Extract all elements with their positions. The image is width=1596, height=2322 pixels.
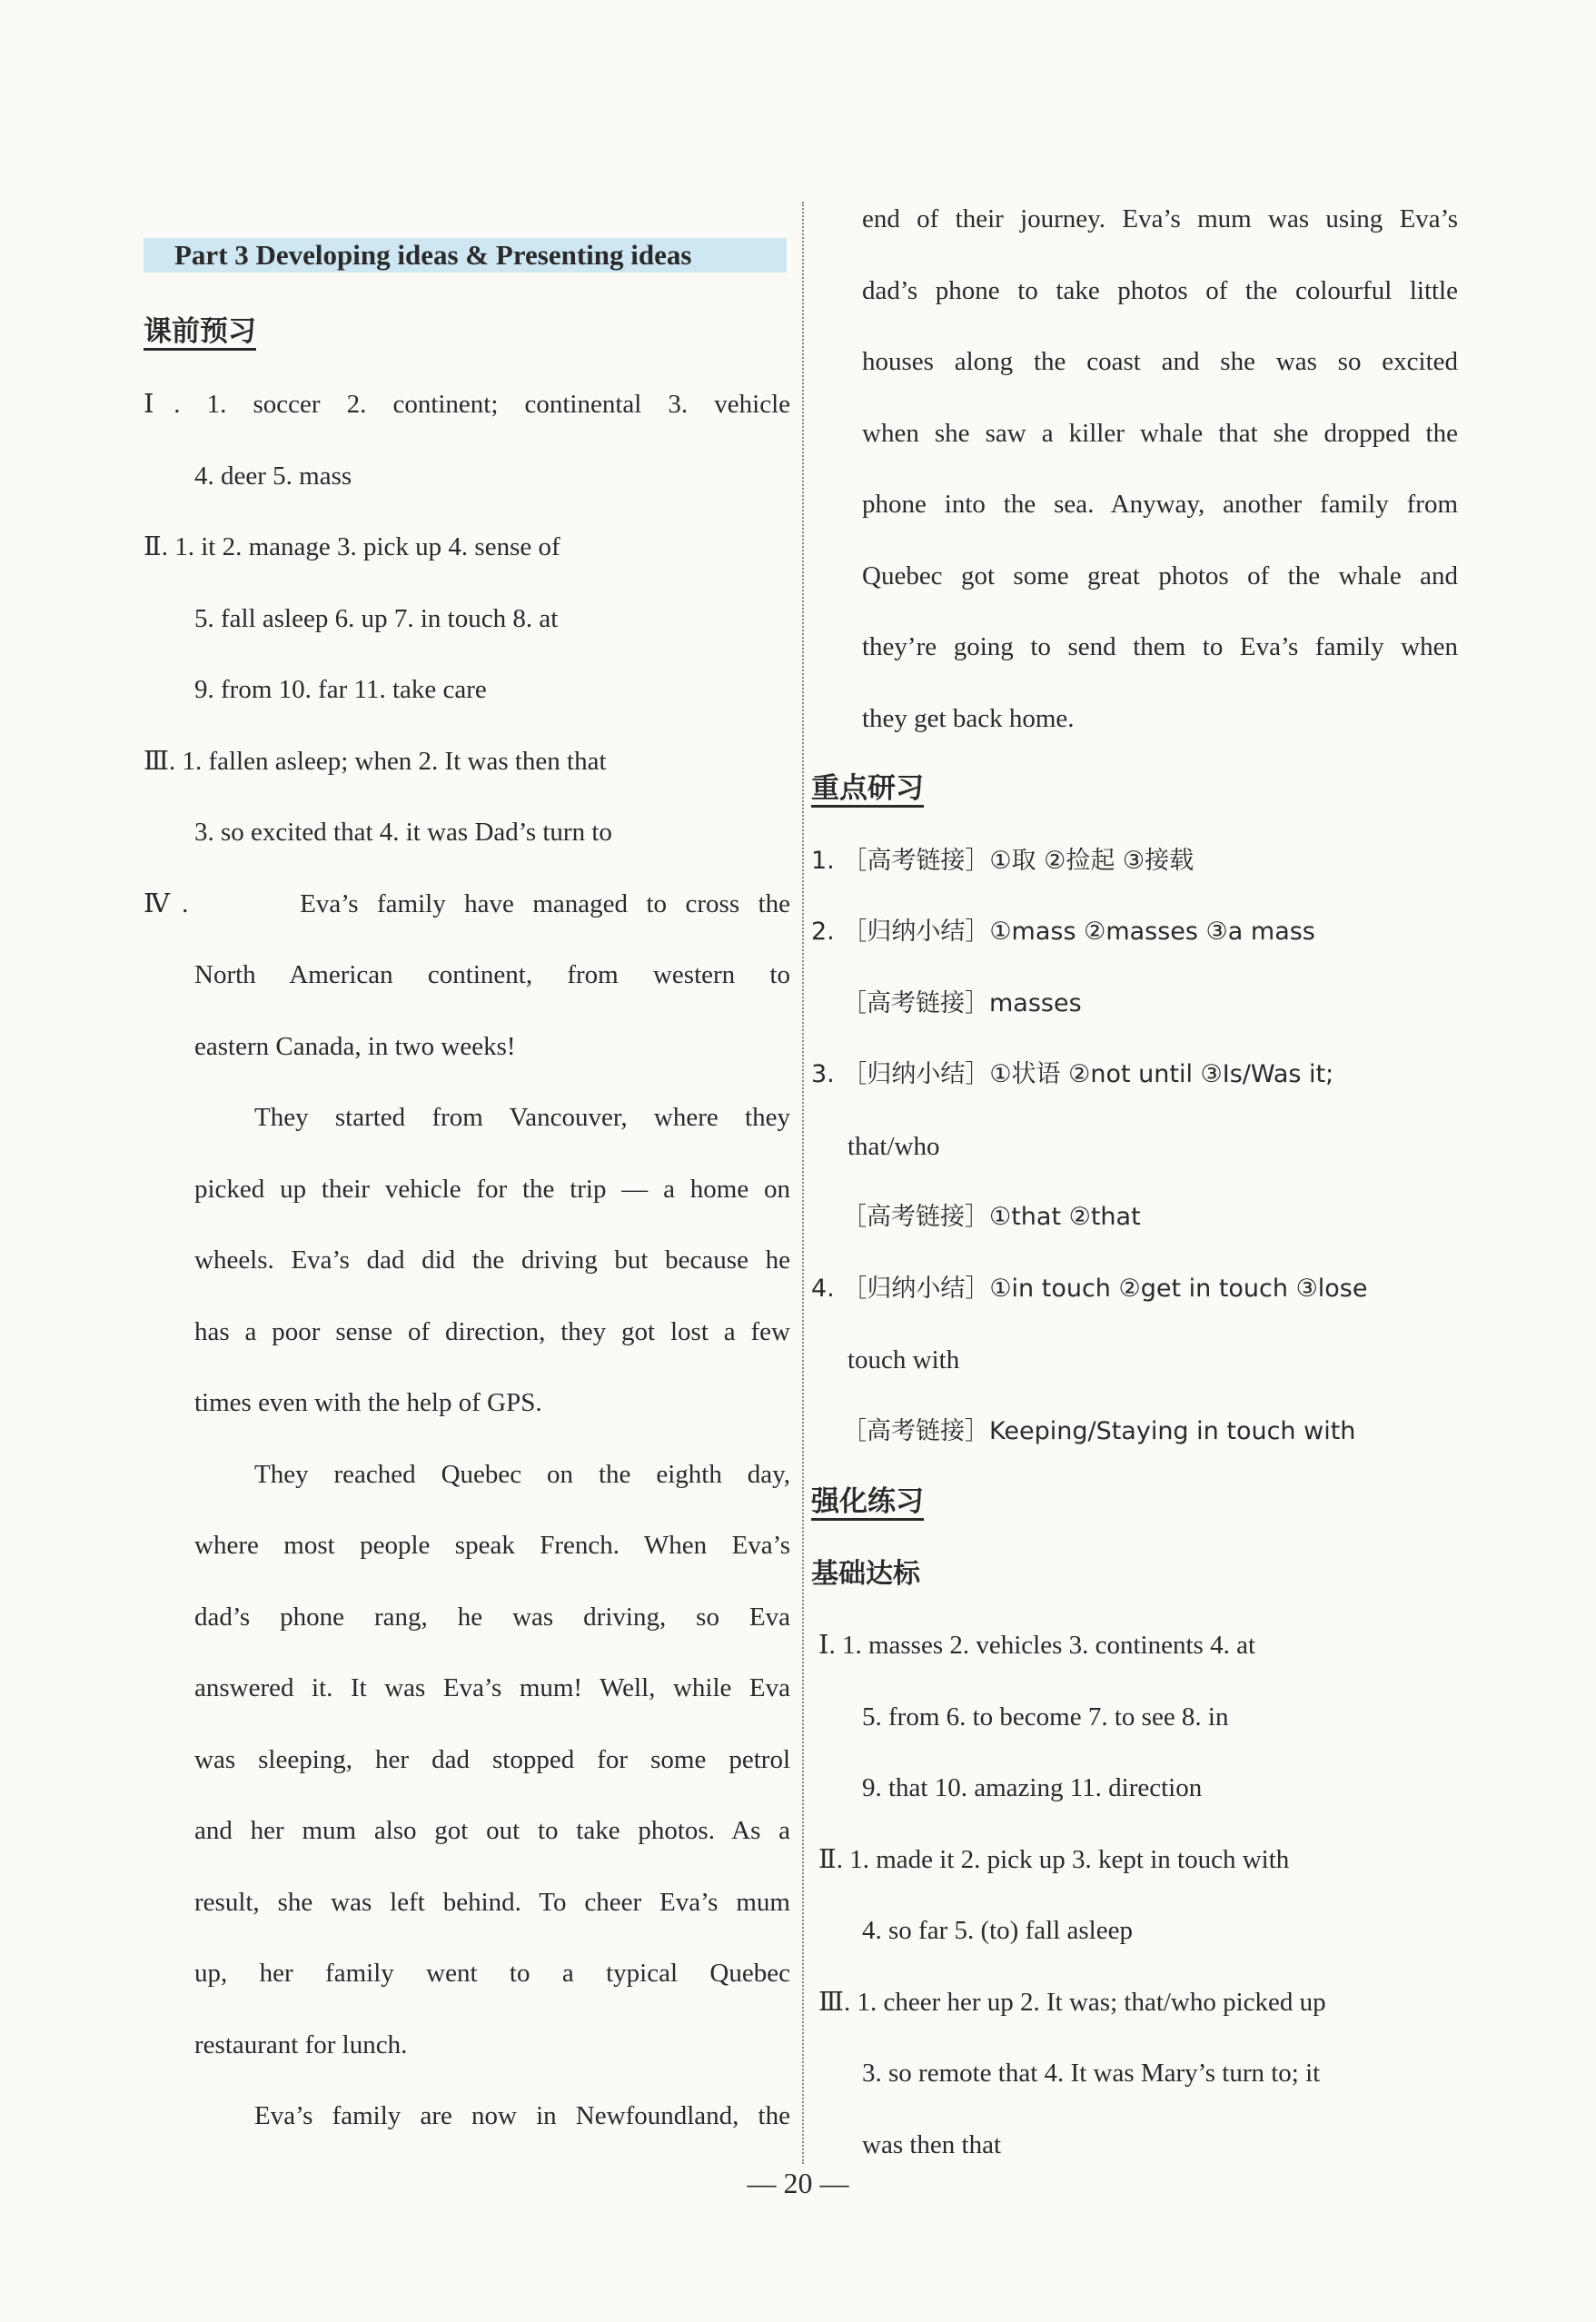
passage-line: and her mum also got out to take photos. As a xyxy=(194,1816,790,1845)
passage-line: restaurant for lunch. xyxy=(194,2029,408,2059)
passage-line: dad’s phone to take photos of the colourful little xyxy=(862,275,1458,305)
answer-line: 4. so far 5. (to) fall asleep xyxy=(862,1916,1133,1945)
passage-line: picked up their vehicle for the trip — a home on xyxy=(194,1174,790,1204)
answer-line: ［高考链接］masses xyxy=(842,988,1082,1017)
left-column xyxy=(144,191,790,2152)
passage-line: They reached Quebec on the eighth day, xyxy=(254,1459,790,1489)
answer-line: 1. ［高考链接］①取 ②捡起 ③接载 xyxy=(811,846,1195,875)
passage-line: when she saw a killer whale that she dropped the xyxy=(862,418,1458,448)
basic-subsection-title: 基础达标 xyxy=(811,1557,920,1590)
answer-line: Ⅱ. 1. made it 2. pick up 3. kept in touch with xyxy=(818,1844,1290,1874)
answer-line: 5. fall asleep 6. up 7. in touch 8. at xyxy=(194,603,559,633)
answer-line: 4. deer 5. mass xyxy=(194,461,352,491)
answer-line: ［高考链接］①that ②that xyxy=(842,1203,1141,1231)
passage-line: they get back home. xyxy=(862,703,1075,733)
passage-line: dad’s phone rang, he was driving, so Eva xyxy=(194,1602,790,1632)
passage-line: phone into the sea. Anyway, another family from xyxy=(862,490,1458,519)
answer-line: 4. ［归纳小结］①in touch ②get in touch ③lose xyxy=(811,1274,1368,1303)
passage-line: they’re going to send them to Eva’s family when xyxy=(862,632,1458,661)
passage-line: has a poor sense of direction, they got lost a few xyxy=(194,1316,790,1346)
answer-line: 2. ［归纳小结］①mass ②masses ③a mass xyxy=(811,918,1315,946)
passage-line: up, her family went to a typical Quebec xyxy=(194,1959,790,1988)
passage-line: wheels. Eva’s dad did the driving but because he xyxy=(194,1245,790,1275)
answer-line: 5. from 6. to become 7. to see 8. in xyxy=(862,1702,1229,1732)
page-number: — 20 — xyxy=(747,2167,849,2199)
passage-line: Eva’s family are now in Newfoundland, the xyxy=(254,2101,790,2130)
passage-line: was sleeping, her dad stopped for some petrol xyxy=(194,1744,790,1774)
answer-line: 3. so excited that 4. it was Dad’s turn to xyxy=(194,818,612,847)
passage-line: Quebec got some great photos of the whale and xyxy=(862,561,1458,590)
answer-line: that/who xyxy=(848,1131,940,1161)
passage-line: where most people speak French. When Eva’s xyxy=(194,1531,790,1560)
key-section-title: 重点研习 xyxy=(811,772,924,808)
answer-line: 3. so remote that 4. It was Mary’s turn to; it xyxy=(862,2059,1321,2088)
answer-line: ［高考链接］Keeping/Staying in touch with xyxy=(842,1416,1356,1445)
part-title: Part 3 Developing ideas & Presenting ideas xyxy=(144,238,787,273)
answer-line: 3. ［归纳小结］①状语 ②not until ③Is/Was it; xyxy=(811,1060,1334,1088)
answer-line: Ⅰ. 1. soccer 2. continent; continental 3. vehicle xyxy=(144,390,790,419)
passage-line: houses along the coast and she was so excited xyxy=(862,347,1458,376)
answer-line: 9. from 10. far 11. take care xyxy=(194,675,487,704)
right-column xyxy=(811,184,1458,2180)
passage-line: eastern Canada, in two weeks! xyxy=(194,1031,516,1061)
preview-section-title: 课前预习 xyxy=(144,315,256,351)
passage-line: answered it. It was Eva’s mum! Well, while Eva xyxy=(194,1673,790,1702)
passage-line: North American continent, from western to xyxy=(194,960,790,989)
answer-line: Ⅲ. 1. fallen asleep; when 2. It was then that xyxy=(144,746,607,776)
answer-line: 9. that 10. amazing 11. direction xyxy=(862,1773,1203,1802)
answer-line: touch with xyxy=(848,1345,960,1374)
answer-line: Ⅰ. 1. masses 2. vehicles 3. continents 4. at xyxy=(818,1631,1256,1660)
passage-line: times even with the help of GPS. xyxy=(194,1388,542,1417)
practice-section-title: 强化练习 xyxy=(811,1485,924,1521)
answer-line: Ⅲ. 1. cheer her up 2. It was; that/who picked up xyxy=(818,1987,1326,2017)
passage-line: They started from Vancouver, where they xyxy=(254,1103,790,1132)
passage-line: end of their journey. Eva’s mum was using Eva’s xyxy=(862,204,1458,233)
passage-line: result, she was left behind. To cheer Eva’s mum xyxy=(194,1887,790,1917)
passage-line: Ⅳ. Eva’s family have managed to cross the xyxy=(144,888,790,918)
answer-line: was then that xyxy=(862,2129,1002,2159)
answer-line: Ⅱ. 1. it 2. manage 3. pick up 4. sense of xyxy=(144,532,560,561)
column-divider xyxy=(802,202,804,2164)
